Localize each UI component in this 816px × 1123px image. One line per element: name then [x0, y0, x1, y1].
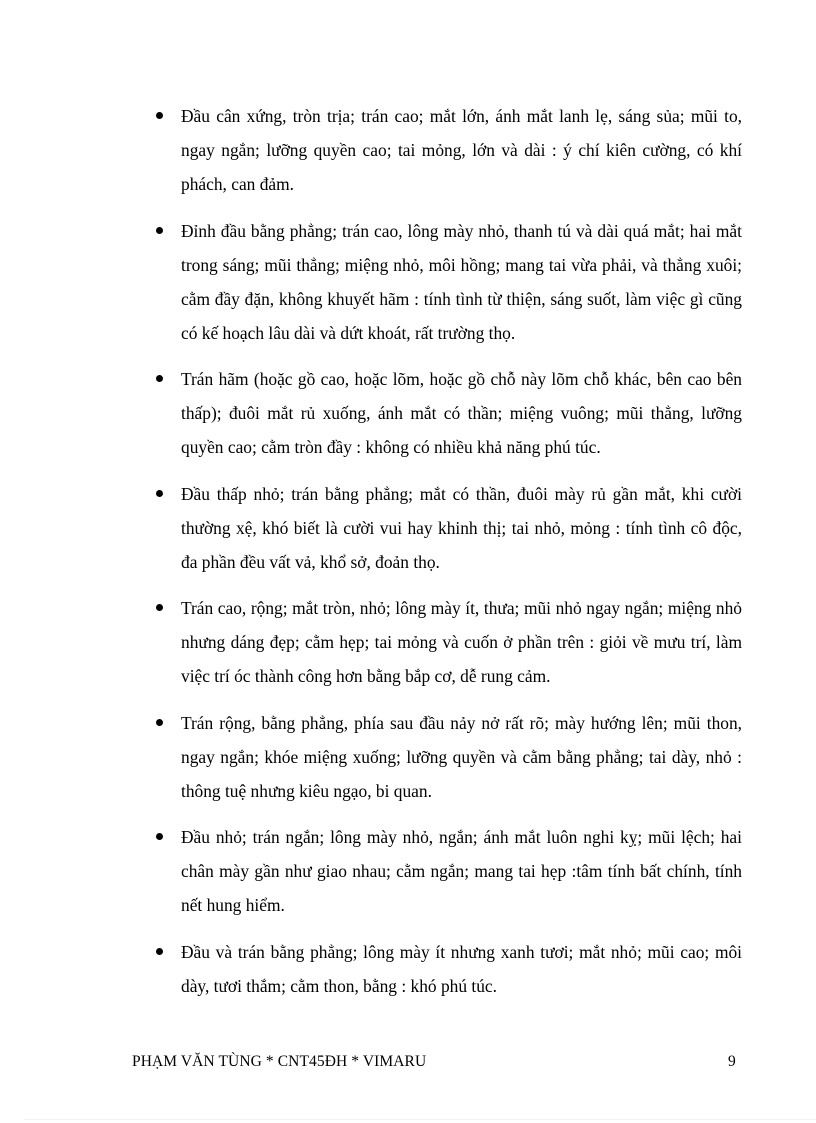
list-item [156, 214, 742, 350]
list-item-text: Trán rộng, bằng phẳng, phía sau đầu nảy nở rất rõ; mày hướng lên; mũi thon, ngay ngắn; khóe miệng xuống; lưỡng quyền và cằm bằng phẳng; tai dày, nhỏ : thông tuệ nhưng kiêu ngạo, bi quan. [181, 712, 742, 801]
list-item [156, 477, 742, 579]
footer-author: PHẠM VĂN TÙNG * CNT45ĐH * VIMARU [132, 1053, 427, 1070]
bullet-icon [156, 948, 163, 955]
list-item [156, 935, 742, 1003]
list-item [156, 362, 742, 464]
list-item-text: Trán cao, rộng; mắt tròn, nhỏ; lông mày ít, thưa; mũi nhỏ ngay ngắn; miệng nhỏ nhưng dáng đẹp; cằm hẹp; tai mỏng và cuốn ở phần trên : giỏi về mưu trí, làm việc trí óc thành công hơn bằng bắp cơ, dễ rung cảm. [181, 598, 742, 686]
list-item-text: Đỉnh đầu bằng phẳng; trán cao, lông mày nhỏ, thanh tú và dài quá mắt; hai mắt trong sáng; mũi thẳng; miệng nhỏ, môi hồng; mang tai vừa phải, và thẳng xuôi; cằm đầy đặn, không khuyết hãm : tính tình từ thiện, sáng suốt, làm việc gì cũng có kế hoạch lâu dài và dứt khoát, rất trường thọ. [181, 220, 742, 343]
list-item-text: Trán hãm (hoặc gồ cao, hoặc lõm, hoặc gồ chỗ này lõm chỗ khác, bên cao bên thấp); đuôi mắt rủ xuống, ánh mắt có thần; miệng vuông; mũi thẳng, lưỡng quyền cao; cằm tròn đầy : không có nhiều khả năng phú túc. [181, 369, 742, 457]
list-item [156, 820, 742, 922]
list-item-text: Đầu cân xứng, tròn trịa; trán cao; mắt lớn, ánh mắt lanh lẹ, sáng sủa; mũi to, ngay ngắn; lưỡng quyền cao; tai mỏng, lớn và dài : ý chí kiên cường, có khí phách, can đảm. [181, 106, 742, 194]
bullet-icon [156, 375, 163, 382]
page-number: 9 [728, 1053, 736, 1070]
list-item [156, 706, 742, 808]
list-item-text: Đầu và trán bằng phẳng; lông mày ít nhưng xanh tươi; mắt nhỏ; mũi cao; môi dày, tươi thắm; cằm thon, bằng : khó phú túc. [181, 941, 742, 996]
page-bottom-divider [24, 1119, 816, 1120]
bullet-icon [156, 227, 163, 234]
list-item [156, 99, 742, 201]
bullet-icon [156, 833, 163, 840]
list-item-text: Đầu thấp nhỏ; trán bằng phẳng; mắt có thần, đuôi mày rủ gần mắt, khi cười thường xệ, khó biết là cười vui hay khinh thị; tai nhỏ, mỏng : tính tình cô độc, đa phần đều vất vả, khổ sở, đoản thọ. [181, 483, 742, 572]
bullet-icon [156, 719, 163, 726]
bullet-list [156, 99, 742, 1015]
list-item-text: Đầu nhỏ; trán ngắn; lông mày nhỏ, ngắn; ánh mắt luôn nghi kỵ; mũi lệch; hai chân mày gần như giao nhau; cằm ngắn; mang tai hẹp :tâm tính bất chính, tính nết hung hiểm. [181, 827, 742, 915]
list-item [156, 591, 742, 693]
bullet-icon [156, 112, 163, 119]
bullet-icon [156, 604, 163, 611]
bullet-icon [156, 490, 163, 497]
